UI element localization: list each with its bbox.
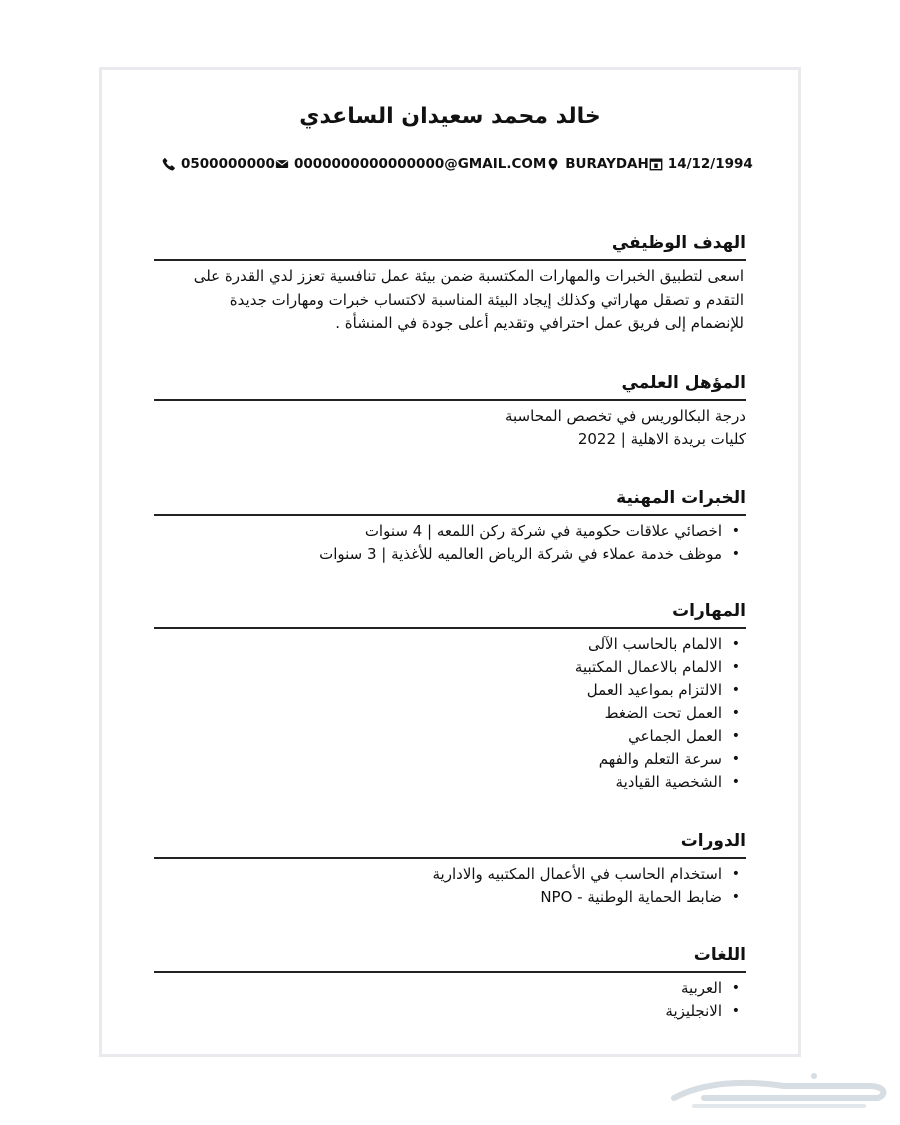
list-item: • الالمام بالحاسب الآلى: [154, 633, 746, 656]
skills-section: [154, 601, 746, 794]
languages-section: [154, 945, 746, 1023]
education-section: [154, 373, 746, 451]
list-item: • سرعة التعلم والفهم: [154, 748, 746, 771]
haraj-watermark-logo: [664, 1068, 894, 1116]
section-title: اللغات: [154, 945, 746, 973]
section-title: المؤهل العلمي: [154, 373, 746, 401]
objective-text: [154, 265, 746, 336]
list-item: • الالتزام بمواعيد العمل: [154, 679, 746, 702]
education-degree: درجة البكالوريس في تخصص المحاسبة: [504, 407, 746, 425]
candidate-name: خالد محمد سعيدان الساعدي: [299, 104, 601, 129]
list-item: • الانجليزية: [154, 1000, 746, 1023]
list-item: • العمل تحت الضغط: [154, 702, 746, 725]
location-item: [546, 156, 649, 172]
objective-line: للإنضمام إلى فريق عمل احترافي وتقديم أعلى جودة في المنشأة .: [335, 314, 744, 332]
experience-list: [154, 520, 746, 566]
list-item: • الالمام بالاعمال المكتبية: [154, 656, 746, 679]
section-title: الهدف الوظيفي: [154, 233, 746, 261]
email-address: 0000000000000000@GMAIL.COM: [293, 156, 547, 172]
map-pin-icon: [546, 157, 560, 171]
education-institution: كليات بريدة الاهلية | 2022: [577, 430, 746, 448]
section-title: المهارات: [154, 601, 746, 629]
birthdate: 14/12/1994: [667, 156, 753, 172]
contact-bar: [162, 154, 753, 174]
calendar-icon: [649, 157, 663, 171]
list-item: • اخصائي علاقات حكومية في شركة ركن اللمعه | 4 سنوات: [154, 520, 746, 543]
email-item: [275, 156, 546, 172]
objective-line: اسعى لتطبيق الخبرات والمهارات المكتسبة ضمن بيئة عمل تنافسية تعزز لدي القدرة على: [193, 267, 744, 285]
skills-list: [154, 633, 746, 794]
city: BURAYDAH: [565, 156, 649, 172]
section-title: الخبرات المهنية: [154, 488, 746, 516]
list-item: • موظف خدمة عملاء في شركة الرياض العالميه للأغذية | 3 سنوات: [154, 543, 746, 566]
languages-list: [154, 977, 746, 1023]
resume-page: [99, 67, 801, 1057]
courses-list: [154, 863, 746, 909]
phone-icon: [162, 157, 176, 171]
phone-item: [162, 156, 275, 172]
birthdate-item: [649, 156, 753, 172]
list-item: • ضابط الحماية الوطنية - NPO: [154, 886, 746, 909]
list-item: • الشخصية القيادية: [154, 771, 746, 794]
envelope-icon: [275, 157, 289, 171]
list-item: • العمل الجماعي: [154, 725, 746, 748]
phone-number: 0500000000: [181, 156, 275, 172]
list-item: • استخدام الحاسب في الأعمال المكتبيه والادارية: [154, 863, 746, 886]
section-title: الدورات: [154, 831, 746, 859]
objective-line: التقدم و تصقل مهاراتي وكذلك إيجاد البيئة المناسبة لاكتساب خبرات ومهارات جديدة: [229, 290, 744, 309]
experience-section: [154, 488, 746, 566]
list-item: • العربية: [154, 977, 746, 1000]
courses-section: [154, 831, 746, 909]
objective-section: [154, 233, 746, 336]
